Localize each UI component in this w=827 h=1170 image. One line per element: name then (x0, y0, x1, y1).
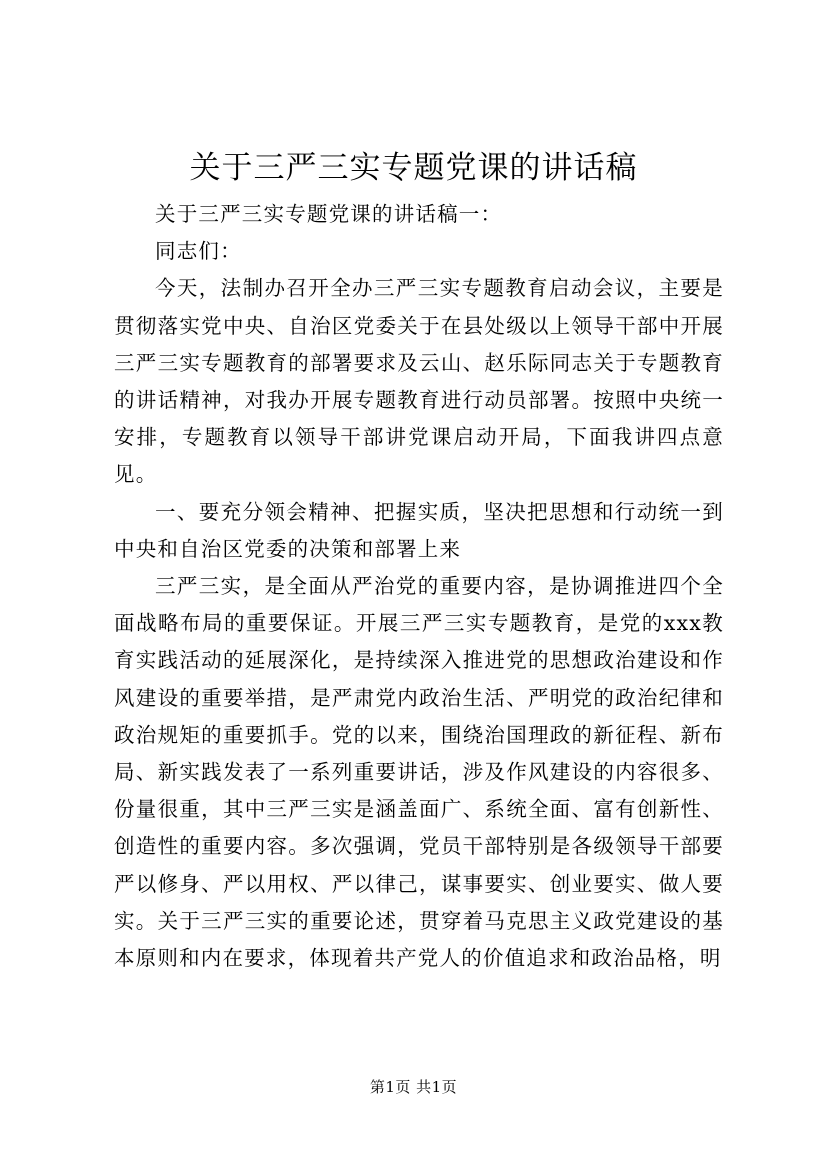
paragraph-heading-intro: 关于三严三实专题党课的讲话稿一： (155, 202, 503, 226)
page-footer: 第1页 共1页 (369, 1078, 458, 1096)
paragraph-section-one-body: 三严三实，是全面从严治党的重要内容，是协调推进四个全面战略布局的重要保证。开展三严三实专题教育，是党的xxx教育实践活动的延展深化，是持续深入推进党的思想政治建设和作风建设的重要举措，是严肃党内政治生活、严明党的政治纪律和政治规矩的重要抓手。党的以来，围绕治国理政的新征程、新布局、新实践发表了一系列重要讲话，涉及作风建设的内容很多、份量很重，其中三严三实是涵盖面广、系统全面、富有创新性、创造性的重要内容。多次强调，党员干部特别是各级领导干部要严以修身、严以用权、严以律己，谋事要实、创业要实、做人要实。关于三严三实的重要论述，贯穿着马克思主义政党建设的基本原则和内在要求，体现着共产党人的价值追求和政治品格，明 (114, 574, 724, 971)
paragraph-opening: 今天，法制办召开全办三严三实专题教育启动会议，主要是贯彻落实党中央、自治区党委关于在县处级以上领导干部中开展三严三实专题教育的部署要求及云山、赵乐际同志关于专题教育的讲话精神，对我办开展专题教育进行动员部署。按照中央统一安排，专题教育以领导干部讲党课启动开局，下面我讲四点意见。 (114, 276, 724, 487)
document-title: 关于三严三实专题党课的讲话稿 (189, 150, 638, 186)
paragraph-salutation: 同志们： (155, 239, 242, 264)
paragraph-section-one-heading: 一、要充分领会精神、把握实质，坚决把思想和行动统一到中央和自治区党委的决策和部署上来 (114, 499, 724, 561)
document-body (114, 196, 724, 977)
